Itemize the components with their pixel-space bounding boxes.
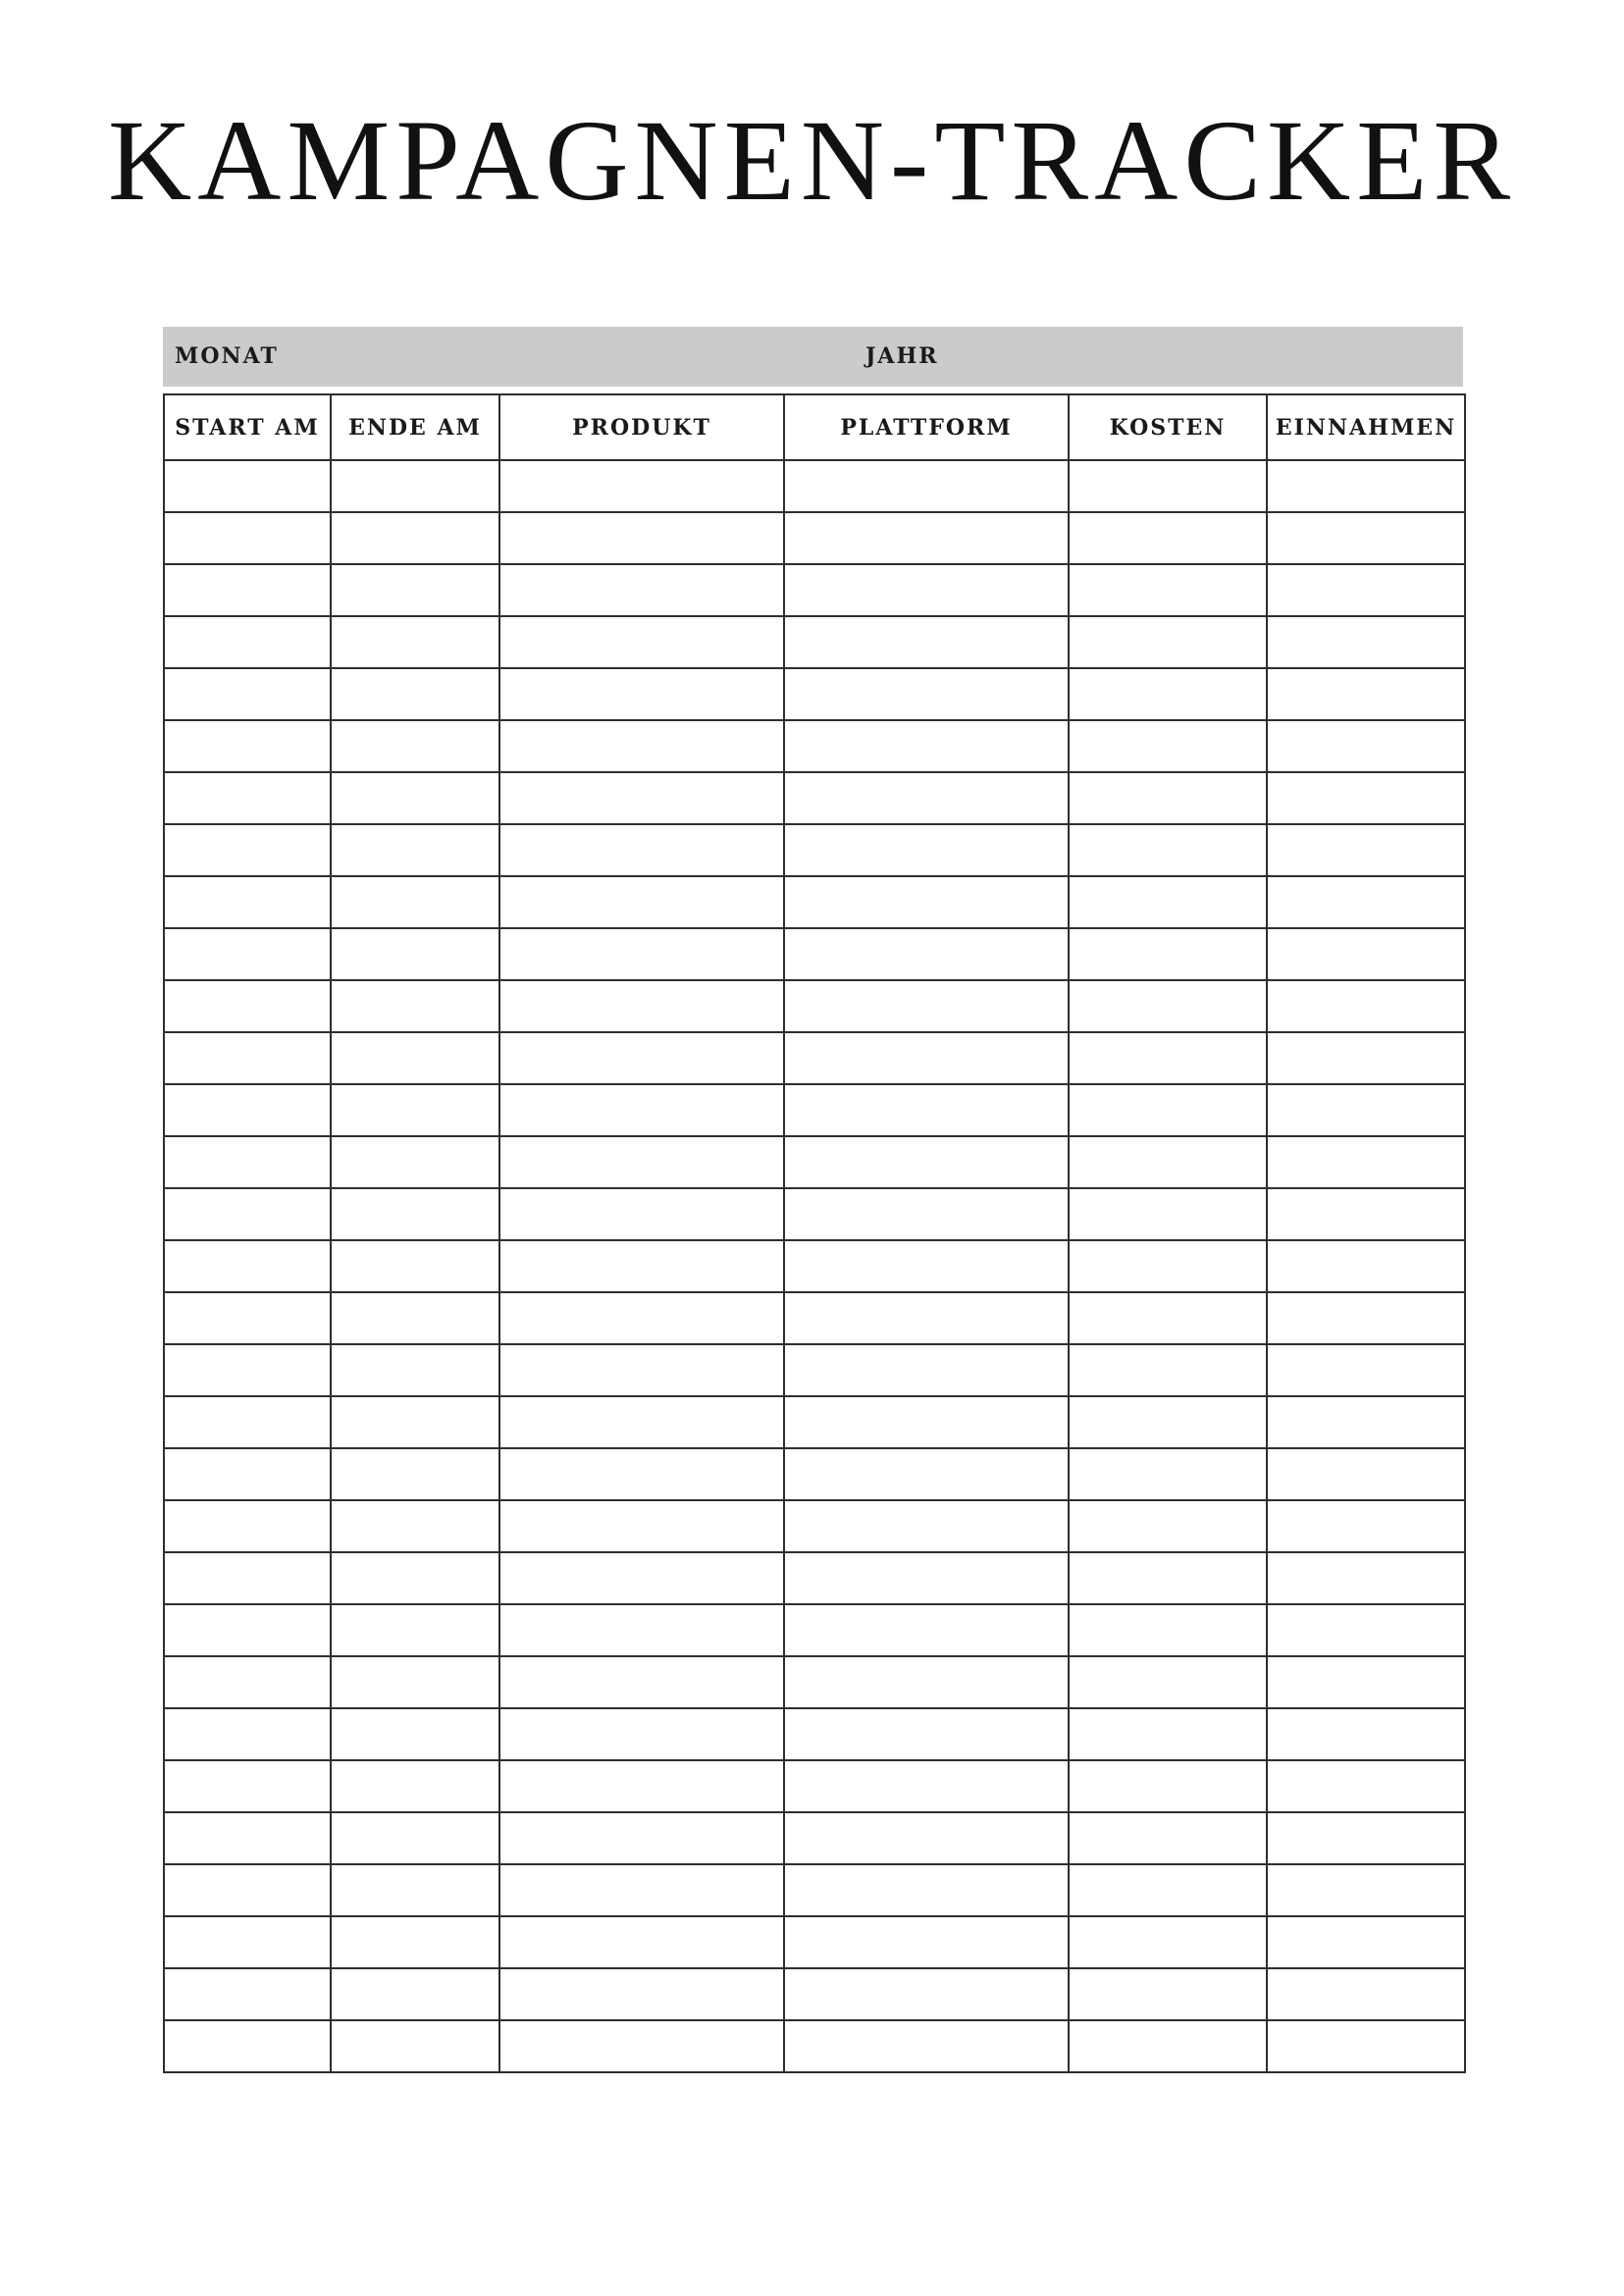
table-cell[interactable]	[331, 1760, 499, 1812]
table-cell[interactable]	[784, 1500, 1069, 1552]
table-cell[interactable]	[1069, 824, 1267, 876]
table-cell[interactable]	[331, 1032, 499, 1084]
table-cell[interactable]	[499, 460, 784, 512]
table-cell[interactable]	[1069, 1240, 1267, 1292]
table-cell[interactable]	[164, 1084, 331, 1136]
table-cell[interactable]	[1267, 1448, 1465, 1500]
table-row	[164, 1500, 1465, 1552]
table-cell[interactable]	[331, 1916, 499, 1968]
table-cell[interactable]	[784, 876, 1069, 928]
page-title: KAMPAGNEN-TRACKER	[107, 96, 1517, 225]
table-cell[interactable]	[499, 1708, 784, 1760]
table-row	[164, 1292, 1465, 1344]
table-cell[interactable]	[499, 512, 784, 564]
table-cell[interactable]	[331, 1084, 499, 1136]
table-cell[interactable]	[1267, 1240, 1465, 1292]
table-cell[interactable]	[784, 1812, 1069, 1864]
table-cell[interactable]	[1267, 1760, 1465, 1812]
table-cell[interactable]	[1069, 720, 1267, 772]
table-cell[interactable]	[1267, 1292, 1465, 1344]
table-cell[interactable]	[499, 1292, 784, 1344]
table-cell[interactable]	[784, 1604, 1069, 1656]
table-cell[interactable]	[784, 1448, 1069, 1500]
table-cell[interactable]	[1069, 1812, 1267, 1864]
table-cell[interactable]	[164, 1656, 331, 1708]
table-cell[interactable]	[499, 1396, 784, 1448]
table-cell[interactable]	[1069, 668, 1267, 720]
table-cell[interactable]	[499, 1656, 784, 1708]
table-cell[interactable]	[1069, 1968, 1267, 2020]
table-row	[164, 1708, 1465, 1760]
column-header-cost: KOSTEN	[1069, 394, 1267, 460]
table-cell[interactable]	[499, 1344, 784, 1396]
table-cell[interactable]	[331, 1500, 499, 1552]
table-cell[interactable]	[1069, 564, 1267, 616]
table-cell[interactable]	[784, 2020, 1069, 2072]
table-cell[interactable]	[784, 564, 1069, 616]
table-cell[interactable]	[499, 1448, 784, 1500]
table-cell[interactable]	[1069, 1916, 1267, 1968]
table-row	[164, 876, 1465, 928]
table-row	[164, 668, 1465, 720]
table-cell[interactable]	[331, 772, 499, 824]
table-cell[interactable]	[331, 1396, 499, 1448]
table-cell[interactable]	[164, 1240, 331, 1292]
table-row	[164, 564, 1465, 616]
column-header-platform: PLATTFORM	[784, 394, 1069, 460]
table-cell[interactable]	[1267, 1708, 1465, 1760]
table-row	[164, 928, 1465, 980]
table-row	[164, 616, 1465, 668]
table-cell[interactable]	[1069, 1552, 1267, 1604]
table-cell[interactable]	[331, 1968, 499, 2020]
table-cell[interactable]	[499, 980, 784, 1032]
table-cell[interactable]	[1267, 824, 1465, 876]
table-cell[interactable]	[1267, 980, 1465, 1032]
table-row	[164, 1448, 1465, 1500]
table-cell[interactable]	[784, 772, 1069, 824]
table-cell[interactable]	[164, 1344, 331, 1396]
table-cell[interactable]	[331, 1864, 499, 1916]
table-cell[interactable]	[164, 876, 331, 928]
month-field[interactable]	[290, 335, 840, 379]
table-cell[interactable]	[164, 928, 331, 980]
table-cell[interactable]	[331, 928, 499, 980]
table-cell[interactable]	[164, 512, 331, 564]
table-cell[interactable]	[499, 1968, 784, 2020]
table-cell[interactable]	[784, 1032, 1069, 1084]
table-cell[interactable]	[331, 1240, 499, 1292]
table-cell[interactable]	[164, 1396, 331, 1448]
table-cell[interactable]	[784, 980, 1069, 1032]
table-cell[interactable]	[331, 1136, 499, 1188]
year-field[interactable]	[948, 335, 1439, 379]
table-cell[interactable]	[1267, 1656, 1465, 1708]
table-cell[interactable]	[1069, 1292, 1267, 1344]
table-cell[interactable]	[1267, 512, 1465, 564]
table-cell[interactable]	[499, 1032, 784, 1084]
table-cell[interactable]	[499, 1500, 784, 1552]
month-year-bar	[163, 327, 1463, 387]
table-cell[interactable]	[1267, 1500, 1465, 1552]
table-cell[interactable]	[1267, 876, 1465, 928]
column-header-revenue: EINNAHMEN	[1267, 394, 1465, 460]
table-cell[interactable]	[164, 824, 331, 876]
table-cell[interactable]	[331, 616, 499, 668]
table-body	[164, 460, 1465, 2072]
table-cell[interactable]	[164, 1552, 331, 1604]
table-cell[interactable]	[784, 720, 1069, 772]
column-header-start: START AM	[164, 394, 331, 460]
table-cell[interactable]	[164, 2020, 331, 2072]
table-cell[interactable]	[331, 2020, 499, 2072]
table-cell[interactable]	[1267, 1136, 1465, 1188]
table-cell[interactable]	[1069, 460, 1267, 512]
table-cell[interactable]	[164, 1812, 331, 1864]
table-cell[interactable]	[784, 1084, 1069, 1136]
table-cell[interactable]	[1069, 1448, 1267, 1500]
table-cell[interactable]	[164, 1708, 331, 1760]
table-cell[interactable]	[331, 1188, 499, 1240]
table-row	[164, 720, 1465, 772]
table-cell[interactable]	[1267, 1916, 1465, 1968]
table-cell[interactable]	[1267, 928, 1465, 980]
table-cell[interactable]	[1069, 1188, 1267, 1240]
table-cell[interactable]	[331, 720, 499, 772]
table-cell[interactable]	[164, 564, 331, 616]
table-cell[interactable]	[1069, 1500, 1267, 1552]
table-cell[interactable]	[1267, 720, 1465, 772]
table-cell[interactable]	[499, 1188, 784, 1240]
table-cell[interactable]	[1267, 1864, 1465, 1916]
table-cell[interactable]	[331, 980, 499, 1032]
table-row	[164, 1136, 1465, 1188]
table-cell[interactable]	[784, 1760, 1069, 1812]
table-cell[interactable]	[331, 1292, 499, 1344]
table-row	[164, 460, 1465, 512]
table-cell[interactable]	[331, 460, 499, 512]
table-cell[interactable]	[1069, 772, 1267, 824]
table-cell[interactable]	[1267, 1812, 1465, 1864]
table-row	[164, 2020, 1465, 2072]
table-cell[interactable]	[331, 1604, 499, 1656]
table-row	[164, 824, 1465, 876]
table-cell[interactable]	[1069, 876, 1267, 928]
table-cell[interactable]	[784, 1396, 1069, 1448]
table-row	[164, 980, 1465, 1032]
table-cell[interactable]	[1267, 616, 1465, 668]
table-cell[interactable]	[331, 876, 499, 928]
table-cell[interactable]	[1267, 564, 1465, 616]
table-cell[interactable]	[784, 1656, 1069, 1708]
table-cell[interactable]	[784, 1916, 1069, 1968]
table-cell[interactable]	[1069, 1032, 1267, 1084]
table-row	[164, 512, 1465, 564]
table-cell[interactable]	[499, 720, 784, 772]
table-cell[interactable]	[331, 1708, 499, 1760]
table-cell[interactable]	[1069, 1084, 1267, 1136]
table-row	[164, 1552, 1465, 1604]
table-row	[164, 1084, 1465, 1136]
table-cell[interactable]	[784, 1292, 1069, 1344]
table-cell[interactable]	[784, 1240, 1069, 1292]
table-cell[interactable]	[784, 512, 1069, 564]
table-cell[interactable]	[784, 1344, 1069, 1396]
table-cell[interactable]	[164, 1864, 331, 1916]
table-row	[164, 1032, 1465, 1084]
table-cell[interactable]	[499, 928, 784, 980]
table-cell[interactable]	[1069, 980, 1267, 1032]
table-cell[interactable]	[164, 1448, 331, 1500]
table-cell[interactable]	[784, 616, 1069, 668]
table-cell[interactable]	[1267, 1396, 1465, 1448]
table-cell[interactable]	[499, 1864, 784, 1916]
table-cell[interactable]	[1069, 1708, 1267, 1760]
table-cell[interactable]	[784, 1968, 1069, 2020]
table-cell[interactable]	[1069, 1864, 1267, 1916]
table-cell[interactable]	[499, 876, 784, 928]
table-cell[interactable]	[784, 1552, 1069, 1604]
table-cell[interactable]	[164, 720, 331, 772]
table-cell[interactable]	[1069, 2020, 1267, 2072]
table-cell[interactable]	[1267, 1344, 1465, 1396]
table-cell[interactable]	[784, 1708, 1069, 1760]
table-cell[interactable]	[499, 1240, 784, 1292]
table-cell[interactable]	[1267, 1032, 1465, 1084]
table-cell[interactable]	[1267, 460, 1465, 512]
table-row	[164, 1656, 1465, 1708]
table-cell[interactable]	[499, 1916, 784, 1968]
table-cell[interactable]	[331, 1656, 499, 1708]
table-header-row	[164, 394, 1465, 460]
table-cell[interactable]	[1267, 668, 1465, 720]
table-cell[interactable]	[164, 1292, 331, 1344]
table-row	[164, 1760, 1465, 1812]
table-row	[164, 1864, 1465, 1916]
table-cell[interactable]	[331, 1344, 499, 1396]
table-row	[164, 1604, 1465, 1656]
table-cell[interactable]	[499, 1136, 784, 1188]
table-cell[interactable]	[784, 824, 1069, 876]
month-label: MONAT	[175, 343, 279, 369]
year-label: JAHR	[865, 343, 939, 369]
table-cell[interactable]	[1069, 928, 1267, 980]
table-cell[interactable]	[331, 564, 499, 616]
table-cell[interactable]	[164, 1760, 331, 1812]
table-cell[interactable]	[784, 1188, 1069, 1240]
table-cell[interactable]	[331, 668, 499, 720]
table-cell[interactable]	[164, 1604, 331, 1656]
table-row	[164, 1396, 1465, 1448]
table-cell[interactable]	[331, 512, 499, 564]
table-cell[interactable]	[1069, 512, 1267, 564]
table-cell[interactable]	[499, 1604, 784, 1656]
table-cell[interactable]	[784, 460, 1069, 512]
table-row	[164, 1344, 1465, 1396]
table-cell[interactable]	[164, 980, 331, 1032]
table-cell[interactable]	[499, 772, 784, 824]
table-cell[interactable]	[1267, 1968, 1465, 2020]
table-cell[interactable]	[784, 1864, 1069, 1916]
table-cell[interactable]	[1267, 772, 1465, 824]
table-cell[interactable]	[1069, 1136, 1267, 1188]
table-cell[interactable]	[1267, 1084, 1465, 1136]
table-cell[interactable]	[499, 1552, 784, 1604]
table-cell[interactable]	[331, 824, 499, 876]
table-cell[interactable]	[164, 1188, 331, 1240]
table-cell[interactable]	[784, 928, 1069, 980]
table-cell[interactable]	[499, 2020, 784, 2072]
table-row	[164, 1812, 1465, 1864]
table-cell[interactable]	[499, 824, 784, 876]
table-cell[interactable]	[331, 1552, 499, 1604]
table-row	[164, 772, 1465, 824]
table-row	[164, 1968, 1465, 2020]
table-cell[interactable]	[164, 1968, 331, 2020]
table-cell[interactable]	[1069, 616, 1267, 668]
table-row	[164, 1240, 1465, 1292]
table-cell[interactable]	[1069, 1604, 1267, 1656]
table-cell[interactable]	[1069, 1396, 1267, 1448]
table-cell[interactable]	[499, 616, 784, 668]
table-cell[interactable]	[331, 1812, 499, 1864]
table-cell[interactable]	[331, 1448, 499, 1500]
table-cell[interactable]	[1069, 1656, 1267, 1708]
table-cell[interactable]	[164, 772, 331, 824]
table-cell[interactable]	[164, 460, 331, 512]
table-cell[interactable]	[1267, 1604, 1465, 1656]
table-cell[interactable]	[499, 668, 784, 720]
table-cell[interactable]	[499, 1812, 784, 1864]
table-cell[interactable]	[164, 1032, 331, 1084]
table-cell[interactable]	[1069, 1760, 1267, 1812]
table-cell[interactable]	[1267, 2020, 1465, 2072]
table-cell[interactable]	[499, 1760, 784, 1812]
table-cell[interactable]	[164, 1916, 331, 1968]
table-cell[interactable]	[164, 668, 331, 720]
table-cell[interactable]	[164, 1136, 331, 1188]
table-cell[interactable]	[499, 564, 784, 616]
table-cell[interactable]	[164, 1500, 331, 1552]
table-row	[164, 1188, 1465, 1240]
table-cell[interactable]	[784, 668, 1069, 720]
table-cell[interactable]	[1267, 1188, 1465, 1240]
column-header-end: ENDE AM	[331, 394, 499, 460]
campaign-table	[163, 393, 1466, 2073]
table-cell[interactable]	[164, 616, 331, 668]
table-cell[interactable]	[1267, 1552, 1465, 1604]
table-cell[interactable]	[1069, 1344, 1267, 1396]
table-row	[164, 1916, 1465, 1968]
column-header-product: PRODUKT	[499, 394, 784, 460]
table-cell[interactable]	[499, 1084, 784, 1136]
table-cell[interactable]	[784, 1136, 1069, 1188]
